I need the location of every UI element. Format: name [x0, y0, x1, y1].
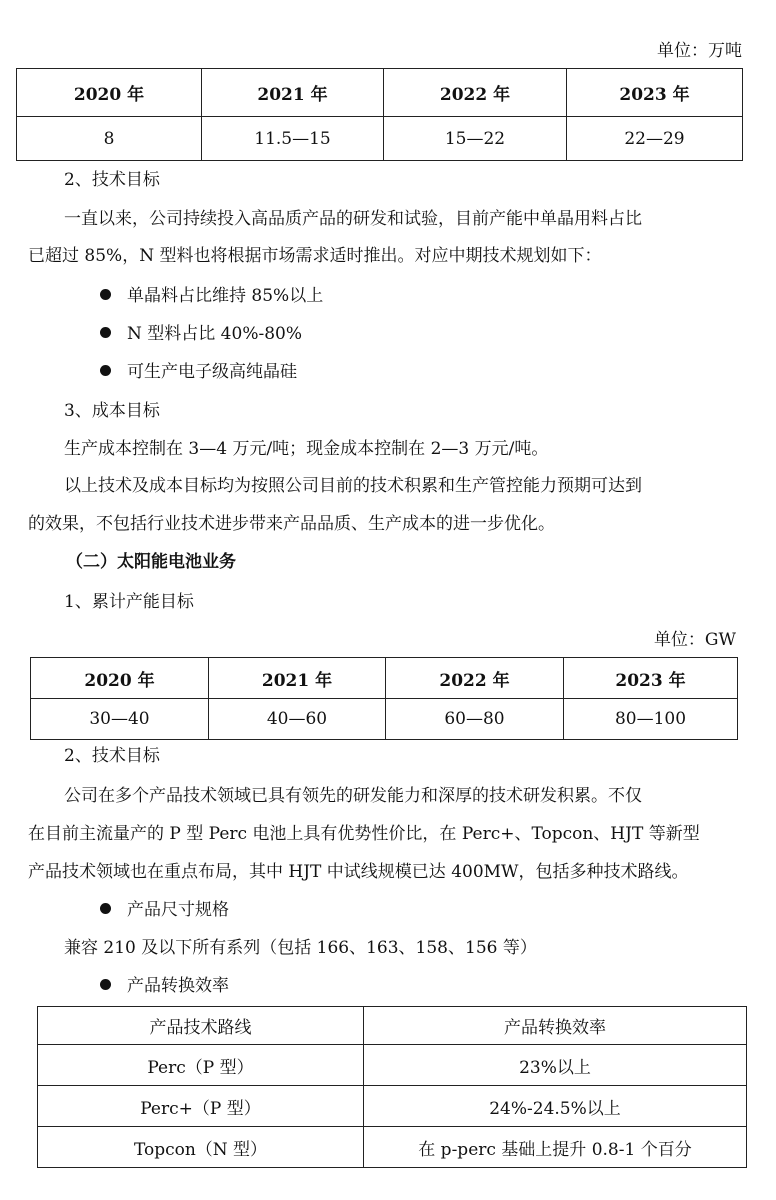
bullet-icon	[100, 903, 111, 914]
table2-header-2022: 2022 年	[386, 658, 564, 699]
table1-value-2023: 22—29	[567, 117, 743, 161]
table-row	[38, 1127, 747, 1168]
table2-value-2023: 80—100	[564, 699, 738, 740]
solar-para-line-1: 公司在多个产品技术领域已具有领先的研发能力和深厚的技术研发积累。不仅	[64, 786, 642, 806]
table3-cell: 23%以上	[364, 1045, 747, 1086]
table3-header-route: 产品技术路线	[38, 1007, 364, 1045]
table3-header-efficiency: 产品转换效率	[364, 1007, 747, 1045]
bullet-icon	[100, 289, 111, 300]
tech-para-line-1: 一直以来，公司持续投入高品质产品的研发和试验，目前产能中单晶用料占比	[64, 209, 642, 229]
table1-header-2023: 2023 年	[567, 69, 743, 117]
bullet-item	[100, 281, 323, 306]
bullet-item	[100, 895, 229, 920]
table-row	[38, 1086, 747, 1127]
size-spec-text: 兼容 210 及以下所有系列（包括 166、163、158、156 等）	[64, 938, 537, 958]
table2-value-2020: 30—40	[31, 699, 209, 740]
table2	[30, 657, 738, 740]
table2-value-2021: 40—60	[209, 699, 386, 740]
table1	[16, 68, 743, 161]
table2-value-2022: 60—80	[386, 699, 564, 740]
table1-unit: 单位：万吨	[657, 41, 742, 61]
bullet-text: 可生产电子级高纯晶硅	[127, 362, 297, 382]
cost-para-line-2: 的效果，不包括行业技术进步带来产品品质、生产成本的进一步优化。	[28, 514, 555, 534]
table3-cell: Topcon（N 型）	[38, 1127, 364, 1168]
table3-cell: 24%-24.5%以上	[364, 1086, 747, 1127]
table2-header-2023: 2023 年	[564, 658, 738, 699]
table3-cell: Perc（P 型）	[38, 1045, 364, 1086]
tech-goal-heading-2: 2、技术目标	[64, 746, 160, 766]
tech-goal-heading: 2、技术目标	[64, 170, 160, 190]
cost-line: 生产成本控制在 3—4 万元/吨；现金成本控制在 2—3 万元/吨。	[64, 439, 549, 459]
table2-unit: 单位：GW	[653, 630, 736, 650]
table1-header-2021: 2021 年	[202, 69, 384, 117]
table2-header-2021: 2021 年	[209, 658, 386, 699]
bullet-icon	[100, 365, 111, 376]
cost-para-line-1: 以上技术及成本目标均为按照公司目前的技术积累和生产管控能力预期可达到	[64, 476, 642, 496]
solar-para-line-3: 产品技术领域也在重点布局，其中 HJT 中试线规模已达 400MW，包括多种技术路线。	[28, 862, 689, 882]
bullet-text: 产品尺寸规格	[127, 900, 229, 920]
table1-header-2022: 2022 年	[384, 69, 567, 117]
table-row	[38, 1045, 747, 1086]
table1-value-2022: 15—22	[384, 117, 567, 161]
bullet-text: 单晶料占比维持 85%以上	[127, 286, 324, 306]
cost-goal-heading: 3、成本目标	[64, 401, 160, 421]
tech-para-line-2: 已超过 85%，N 型料也将根据市场需求适时推出。对应中期技术规划如下：	[28, 246, 602, 266]
bullet-item	[100, 357, 297, 382]
table3-cell: 在 p-perc 基础上提升 0.8-1 个百分	[364, 1127, 747, 1168]
solar-para-line-2: 在目前主流量产的 P 型 Perc 电池上具有优势性价比，在 Perc+、Topcon、HJT 等新型	[28, 824, 700, 844]
table3	[37, 1006, 747, 1168]
capacity-heading: 1、累计产能目标	[64, 592, 194, 612]
solar-section-title: （二）太阳能电池业务	[66, 552, 236, 572]
table1-header-2020: 2020 年	[17, 69, 202, 117]
table1-value-2020: 8	[17, 117, 202, 161]
table1-value-2021: 11.5—15	[202, 117, 384, 161]
table2-header-2020: 2020 年	[31, 658, 209, 699]
bullet-text: 产品转换效率	[127, 976, 229, 996]
table3-cell: Perc+（P 型）	[38, 1086, 364, 1127]
bullet-icon	[100, 327, 111, 338]
bullet-text: N 型料占比 40%-80%	[127, 324, 302, 344]
bullet-item	[100, 971, 229, 996]
bullet-icon	[100, 979, 111, 990]
bullet-item	[100, 319, 302, 344]
